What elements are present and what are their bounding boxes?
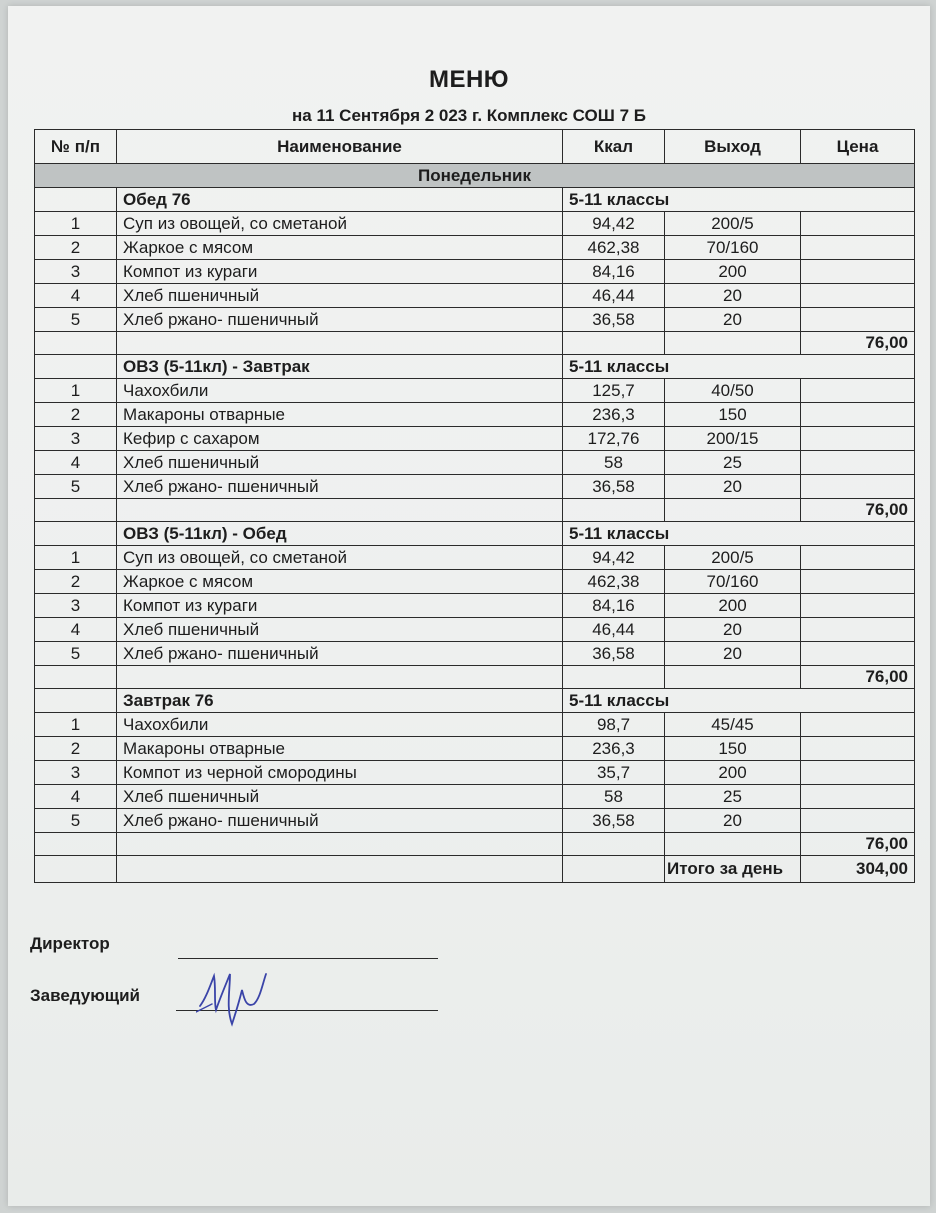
item-price: [801, 308, 915, 332]
item-name: Компот из черной смородины: [117, 761, 563, 785]
sum-empty-cell: [665, 666, 801, 689]
item-output: 25: [665, 785, 801, 809]
day-total-label: Итого за день: [665, 856, 801, 883]
section-num-cell: [35, 355, 117, 379]
menu-body: [35, 164, 915, 883]
item-kcal: 35,7: [563, 761, 665, 785]
item-output: 200: [665, 594, 801, 618]
item-name: Хлеб пшеничный: [117, 451, 563, 475]
item-output: 20: [665, 642, 801, 666]
item-output: 150: [665, 403, 801, 427]
manager-label: Заведующий: [30, 986, 141, 1005]
section-row: [35, 188, 915, 212]
header-output: Выход: [665, 130, 801, 164]
item-output: 200: [665, 761, 801, 785]
table-row: [35, 642, 915, 666]
menu-sheet: [8, 6, 930, 1206]
item-num: 2: [35, 570, 117, 594]
item-num: 1: [35, 546, 117, 570]
item-num: 2: [35, 737, 117, 761]
table-row: [35, 212, 915, 236]
item-kcal: 462,38: [563, 570, 665, 594]
item-num: 3: [35, 761, 117, 785]
item-output: 25: [665, 451, 801, 475]
sum-empty-cell: [35, 666, 117, 689]
item-kcal: 84,16: [563, 594, 665, 618]
item-kcal: 125,7: [563, 379, 665, 403]
item-num: 5: [35, 809, 117, 833]
item-price: [801, 451, 915, 475]
item-kcal: 94,42: [563, 212, 665, 236]
item-price: [801, 212, 915, 236]
item-num: 4: [35, 618, 117, 642]
section-classes: 5-11 классы: [563, 689, 915, 713]
day-label: Понедельник: [35, 164, 915, 188]
item-num: 2: [35, 403, 117, 427]
table-header-row: [35, 130, 915, 164]
section-num-cell: [35, 522, 117, 546]
item-price: [801, 236, 915, 260]
item-name: Кефир с сахаром: [117, 427, 563, 451]
sum-empty-cell: [563, 833, 665, 856]
table-row: [35, 713, 915, 737]
table-row: [35, 284, 915, 308]
item-num: 5: [35, 642, 117, 666]
header-kcal: Ккал: [563, 130, 665, 164]
item-price: [801, 284, 915, 308]
item-output: 20: [665, 475, 801, 499]
item-name: Чахохбили: [117, 713, 563, 737]
item-kcal: 236,3: [563, 737, 665, 761]
item-name: Хлеб ржано- пшеничный: [117, 642, 563, 666]
day-total-row: [35, 856, 915, 883]
table-row: [35, 451, 915, 475]
table-row: [35, 809, 915, 833]
item-num: 5: [35, 475, 117, 499]
item-name: Хлеб ржано- пшеничный: [117, 308, 563, 332]
item-output: 70/160: [665, 236, 801, 260]
item-kcal: 58: [563, 785, 665, 809]
item-output: 70/160: [665, 570, 801, 594]
sum-empty-cell: [35, 499, 117, 522]
sum-empty-cell: [35, 833, 117, 856]
item-name: Хлеб пшеничный: [117, 785, 563, 809]
section-total: 76,00: [801, 666, 915, 689]
item-name: Макароны отварные: [117, 737, 563, 761]
sum-empty-cell: [117, 499, 563, 522]
item-name: Жаркое с мясом: [117, 236, 563, 260]
section-row: [35, 355, 915, 379]
item-output: 20: [665, 809, 801, 833]
item-num: 4: [35, 284, 117, 308]
section-name: ОВЗ (5-11кл) - Обед: [117, 522, 563, 546]
item-price: [801, 594, 915, 618]
item-output: 150: [665, 737, 801, 761]
day-row: [35, 164, 915, 188]
sum-empty-cell: [563, 332, 665, 355]
director-label: Директор: [30, 934, 110, 953]
item-price: [801, 737, 915, 761]
table-row: [35, 475, 915, 499]
table-row: [35, 785, 915, 809]
item-price: [801, 713, 915, 737]
item-name: Хлеб пшеничный: [117, 618, 563, 642]
item-price: [801, 379, 915, 403]
section-name: Обед 76: [117, 188, 563, 212]
section-row: [35, 522, 915, 546]
item-name: Хлеб ржано- пшеничный: [117, 809, 563, 833]
section-total-row: [35, 332, 915, 355]
item-num: 5: [35, 308, 117, 332]
table-row: [35, 403, 915, 427]
item-price: [801, 546, 915, 570]
sum-empty-cell: [665, 833, 801, 856]
item-num: 4: [35, 451, 117, 475]
section-classes: 5-11 классы: [563, 355, 915, 379]
page-subtitle: на 11 Сентября 2 023 г. Комплекс СОШ 7 Б: [292, 106, 646, 125]
item-output: 40/50: [665, 379, 801, 403]
item-num: 1: [35, 212, 117, 236]
section-num-cell: [35, 689, 117, 713]
item-num: 3: [35, 427, 117, 451]
table-row: [35, 618, 915, 642]
section-row: [35, 689, 915, 713]
item-kcal: 46,44: [563, 618, 665, 642]
sum-empty-cell: [35, 332, 117, 355]
table-row: [35, 236, 915, 260]
table-row: [35, 260, 915, 284]
section-total-row: [35, 666, 915, 689]
item-output: 20: [665, 308, 801, 332]
section-total: 76,00: [801, 833, 915, 856]
item-num: 3: [35, 260, 117, 284]
item-output: 45/45: [665, 713, 801, 737]
header-name: Наименование: [117, 130, 563, 164]
section-name: Завтрак 76: [117, 689, 563, 713]
item-price: [801, 642, 915, 666]
item-output: 200/5: [665, 212, 801, 236]
table-row: [35, 570, 915, 594]
item-output: 20: [665, 618, 801, 642]
sum-empty-cell: [563, 666, 665, 689]
table-row: [35, 761, 915, 785]
header-num: № п/п: [35, 130, 117, 164]
item-name: Компот из кураги: [117, 260, 563, 284]
total-empty-cell: [117, 856, 563, 883]
item-kcal: 36,58: [563, 809, 665, 833]
item-name: Жаркое с мясом: [117, 570, 563, 594]
item-name: Макароны отварные: [117, 403, 563, 427]
section-classes: 5-11 классы: [563, 522, 915, 546]
item-num: 4: [35, 785, 117, 809]
item-name: Хлеб пшеничный: [117, 284, 563, 308]
item-name: Хлеб ржано- пшеничный: [117, 475, 563, 499]
section-total: 76,00: [801, 332, 915, 355]
section-classes: 5-11 классы: [563, 188, 915, 212]
table-row: [35, 594, 915, 618]
item-price: [801, 570, 915, 594]
table-row: [35, 546, 915, 570]
sum-empty-cell: [117, 833, 563, 856]
item-kcal: 172,76: [563, 427, 665, 451]
item-kcal: 36,58: [563, 308, 665, 332]
section-total-row: [35, 833, 915, 856]
item-num: 1: [35, 713, 117, 737]
header-price: Цена: [801, 130, 915, 164]
table-row: [35, 737, 915, 761]
item-output: 200: [665, 260, 801, 284]
item-num: 3: [35, 594, 117, 618]
item-kcal: 94,42: [563, 546, 665, 570]
item-kcal: 36,58: [563, 475, 665, 499]
item-output: 200/5: [665, 546, 801, 570]
section-num-cell: [35, 188, 117, 212]
item-name: Суп из овощей, со сметаной: [117, 212, 563, 236]
item-price: [801, 475, 915, 499]
table-row: [35, 427, 915, 451]
item-kcal: 84,16: [563, 260, 665, 284]
item-kcal: 46,44: [563, 284, 665, 308]
sum-empty-cell: [117, 332, 563, 355]
total-empty-cell: [35, 856, 117, 883]
item-price: [801, 785, 915, 809]
item-kcal: 58: [563, 451, 665, 475]
item-kcal: 36,58: [563, 642, 665, 666]
item-price: [801, 427, 915, 451]
sum-empty-cell: [665, 499, 801, 522]
table-row: [35, 308, 915, 332]
director-signature-line: [178, 958, 438, 959]
page-title: МЕНЮ: [428, 66, 510, 93]
item-price: [801, 761, 915, 785]
item-kcal: 98,7: [563, 713, 665, 737]
table-row: [35, 379, 915, 403]
day-total-value: 304,00: [801, 856, 915, 883]
manager-signature-icon: [196, 968, 286, 1028]
sum-empty-cell: [563, 499, 665, 522]
item-num: 1: [35, 379, 117, 403]
item-price: [801, 403, 915, 427]
item-price: [801, 618, 915, 642]
item-kcal: 462,38: [563, 236, 665, 260]
sum-empty-cell: [117, 666, 563, 689]
section-name: ОВЗ (5-11кл) - Завтрак: [117, 355, 563, 379]
section-total-row: [35, 499, 915, 522]
item-name: Чахохбили: [117, 379, 563, 403]
item-price: [801, 260, 915, 284]
item-price: [801, 809, 915, 833]
total-empty-cell: [563, 856, 665, 883]
item-name: Компот из кураги: [117, 594, 563, 618]
item-output: 200/15: [665, 427, 801, 451]
item-output: 20: [665, 284, 801, 308]
section-total: 76,00: [801, 499, 915, 522]
item-name: Суп из овощей, со сметаной: [117, 546, 563, 570]
item-kcal: 236,3: [563, 403, 665, 427]
sum-empty-cell: [665, 332, 801, 355]
menu-table: [34, 129, 915, 883]
item-num: 2: [35, 236, 117, 260]
